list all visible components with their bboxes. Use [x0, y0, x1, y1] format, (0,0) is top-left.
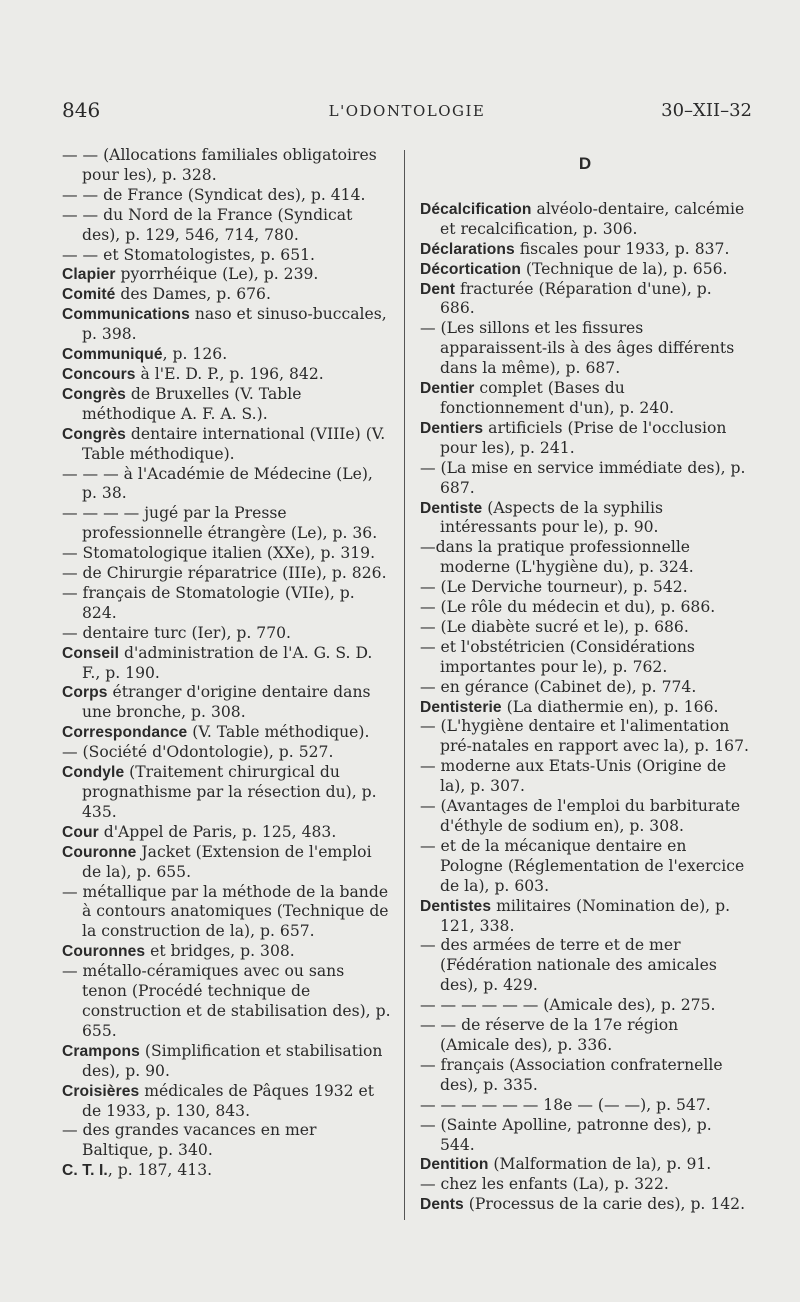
column-divider	[404, 150, 405, 1220]
entry-text: Jacket (Extension de l'emploi de la), p. 655.	[82, 842, 372, 881]
index-entry	[420, 936, 750, 996]
index-entry	[420, 1116, 750, 1156]
entry-heading: Dentiers	[420, 419, 484, 437]
index-entry	[62, 1082, 392, 1122]
index-entry	[420, 240, 750, 260]
index-entry	[62, 544, 392, 564]
entry-text: — français (Association confraternelle des), p. 335.	[420, 1055, 723, 1094]
entry-text: alvéolo-dentaire, calcémie et recalcification, p. 306.	[440, 199, 745, 238]
entry-text: (Simplification et stabilisation des), p. 90.	[82, 1041, 383, 1080]
entry-text: — (Le Derviche tourneur), p. 542.	[420, 578, 688, 597]
index-entry	[420, 419, 750, 459]
index-entry	[420, 837, 750, 897]
index-entry	[62, 644, 392, 684]
index-entry	[420, 1155, 750, 1175]
entry-text: — métallo-céramiques avec ou sans tenon (Procédé technique de construction et de stabilisation des), p. 655.	[62, 962, 391, 1040]
entry-text: — — — — jugé par la Presse professionnelle étrangère (Le), p. 36.	[62, 504, 378, 543]
entry-heading: Dentiste	[420, 499, 483, 517]
entry-heading: Décortication	[420, 260, 521, 278]
entry-text: — — (Allocations familiales obligatoires pour les), p. 328.	[62, 146, 377, 184]
entry-text: — (Société d'Odontologie), p. 527.	[62, 743, 334, 762]
entry-heading: Correspondance	[62, 724, 188, 742]
entry-text: (V. Table méthodique).	[187, 723, 370, 742]
index-entry	[62, 206, 392, 246]
entry-text: — Stomatologique italien (XXe), p. 319.	[62, 544, 376, 563]
index-entry	[62, 823, 392, 843]
entry-text: — français de Stomatologie (VIIe), p. 824.	[62, 583, 355, 622]
index-entry	[420, 1195, 750, 1215]
left-column	[62, 146, 392, 1181]
entry-text: fracturée (Réparation d'une), p. 686.	[440, 279, 712, 318]
index-entry	[62, 683, 392, 723]
index-entry	[62, 942, 392, 962]
index-entry	[420, 459, 750, 499]
entry-heading: Dentisterie	[420, 698, 502, 716]
index-entry	[420, 678, 750, 698]
entry-heading: Croisières	[62, 1082, 140, 1100]
entry-heading: Corps	[62, 684, 108, 702]
entry-text: — — de France (Syndicat des), p. 414.	[62, 185, 366, 204]
entry-text: — — — — — — (Amicale des), p. 275.	[420, 996, 716, 1015]
entry-heading: Clapier	[62, 266, 116, 284]
right-column	[420, 146, 750, 1215]
journal-title: L'ODONTOLOGIE	[328, 102, 486, 120]
entry-text: — (L'hygiène dentaire et l'alimentation pré-natales en rapport avec la), p. 167.	[420, 717, 749, 756]
index-entry	[420, 379, 750, 419]
entry-text: , p. 126.	[162, 345, 228, 364]
index-entry	[420, 757, 750, 797]
index-entry	[62, 883, 392, 943]
entry-text: — (La mise en service immédiate des), p. 687.	[420, 458, 746, 497]
entry-heading: Conseil	[62, 644, 120, 662]
entry-text: de Bruxelles (V. Table méthodique A. F. A. S.).	[82, 384, 302, 423]
index-entry	[420, 1016, 750, 1056]
index-entry	[62, 425, 392, 465]
entry-text: — (Sainte Apolline, patronne des), p. 544.	[420, 1115, 712, 1154]
index-entry	[420, 538, 750, 578]
index-entry	[420, 598, 750, 618]
entry-text: — de Chirurgie réparatrice (IIIe), p. 826.	[62, 564, 387, 583]
entry-heading: Concours	[62, 365, 136, 383]
entry-heading: Congrès	[62, 425, 126, 443]
entry-text: des Dames, p. 676.	[115, 285, 271, 304]
entry-text: complet (Bases du fonctionnement d'un), p. 240.	[440, 379, 675, 417]
entry-text: — — — — — — 18e — (— —), p. 547.	[420, 1095, 711, 1114]
entry-text: pyorrhéique (Le), p. 239.	[115, 265, 319, 284]
entry-text: militaires (Nomination de), p. 121, 338.	[440, 896, 731, 935]
entry-text: médicales de Pâques 1932 et de 1933, p. 130, 843.	[82, 1081, 375, 1120]
entry-heading: Dentistes	[420, 897, 492, 915]
entry-text: (Malformation de la), p. 91.	[488, 1155, 712, 1174]
entry-text: — chez les enfants (La), p. 322.	[420, 1175, 669, 1194]
index-entry	[62, 504, 392, 544]
index-entry	[420, 319, 750, 379]
entry-text: artificiels (Prise de l'occlusion pour les), p. 241.	[440, 418, 727, 457]
entry-text: — (Les sillons et les fissures apparaissent-ils à des âges différents dans la même), p. 687.	[420, 319, 735, 378]
index-entry	[420, 1056, 750, 1096]
issue-date: 30–XII–32	[661, 100, 752, 121]
index-entry	[62, 743, 392, 763]
index-entry	[420, 797, 750, 837]
entry-text: — (Le diabète sucré et le), p. 686.	[420, 617, 689, 636]
index-entry	[62, 365, 392, 385]
index-entry	[420, 280, 750, 320]
index-entry	[420, 996, 750, 1016]
entry-heading: Crampons	[62, 1042, 140, 1060]
index-entry	[420, 1175, 750, 1195]
index-entry	[62, 962, 392, 1042]
index-entry	[62, 1121, 392, 1161]
entry-text: — — de réserve de la 17e région (Amicale des), p. 336.	[420, 1016, 679, 1054]
entry-text: — des grandes vacances en mer Baltique, p. 340.	[62, 1121, 317, 1160]
index-entry	[62, 285, 392, 305]
entry-text: d'Appel de Paris, p. 125, 483.	[98, 822, 337, 841]
entry-text: (La diathermie en), p. 166.	[501, 697, 719, 716]
index-entry	[62, 1161, 392, 1181]
entry-heading: Dentition	[420, 1156, 489, 1174]
entry-text: fiscales pour 1933, p. 837.	[514, 239, 730, 258]
entry-heading: Cour	[62, 823, 99, 841]
entry-text: dentaire international (VIIIe) (V. Table méthodique).	[82, 424, 386, 463]
entry-text: (Traitement chirurgical du prognathisme par la résection du), p. 435.	[82, 763, 377, 821]
index-entry	[62, 465, 392, 505]
entry-text: — — et Stomatologistes, p. 651.	[62, 245, 316, 264]
index-entry	[62, 723, 392, 743]
index-entry	[62, 305, 392, 345]
entry-heading: Déclarations	[420, 240, 515, 258]
entry-text: — — — à l'Académie de Médecine (Le), p. 38.	[62, 464, 373, 503]
index-entry	[62, 385, 392, 425]
index-entry	[62, 843, 392, 883]
entry-text: , p. 187, 413.	[107, 1161, 213, 1180]
entry-text: à l'E. D. P., p. 196, 842.	[135, 364, 324, 383]
index-entry	[420, 698, 750, 718]
index-entry	[420, 578, 750, 598]
index-entry	[420, 618, 750, 638]
entry-text: — des armées de terre et de mer (Fédération nationale des amicales des), p. 429.	[420, 936, 717, 995]
entry-text: — en gérance (Cabinet de), p. 774.	[420, 677, 697, 696]
index-entry	[420, 1096, 750, 1116]
entry-heading: Dents	[420, 1196, 464, 1214]
index-entry	[62, 265, 392, 285]
entry-heading: Décalcification	[420, 200, 532, 218]
entry-text: — dentaire turc (Ier), p. 770.	[62, 623, 291, 642]
entry-text: (Technique de la), p. 656.	[520, 259, 728, 278]
entry-text: — — du Nord de la France (Syndicat des), p. 129, 546, 714, 780.	[62, 205, 353, 244]
entry-text: —dans la pratique professionnelle moderne (L'hygiène du), p. 324.	[420, 538, 694, 577]
index-entry	[420, 260, 750, 280]
index-entry	[62, 246, 392, 266]
index-entry	[62, 564, 392, 584]
entry-text: — et l'obstétricien (Considérations importantes pour le), p. 762.	[420, 637, 695, 676]
entry-text: — moderne aux Etats-Unis (Origine de la), p. 307.	[420, 757, 727, 796]
entry-text: d'administration de l'A. G. S. D. F., p. 190.	[82, 643, 373, 682]
entry-heading: Condyle	[62, 764, 125, 782]
index-entry	[62, 1042, 392, 1082]
entry-text: — (Le rôle du médecin et du), p. 686.	[420, 598, 716, 617]
running-header	[62, 98, 752, 128]
entry-text: — (Avantages de l'emploi du barbiturate d'éthyle de sodium en), p. 308.	[420, 797, 741, 835]
entry-text: étranger d'origine dentaire dans une bronche, p. 308.	[82, 683, 371, 722]
entry-heading: Communiqué	[62, 346, 163, 364]
entry-heading: Couronne	[62, 843, 137, 861]
index-entry	[62, 146, 392, 186]
entry-heading: Congrès	[62, 385, 126, 403]
entry-heading: Comité	[62, 286, 116, 304]
entry-text: — métallique par la méthode de la bande à contours anatomiques (Technique de la construction de la), p. 657.	[62, 882, 389, 941]
index-entry	[62, 186, 392, 206]
entry-text: — et de la mécanique dentaire en Pologne (Réglementation de l'exercice de la), p. 603.	[420, 836, 745, 895]
entry-heading: Couronnes	[62, 943, 146, 961]
entry-text: (Processus de la carie des), p. 142.	[463, 1195, 746, 1214]
entry-heading: Dent	[420, 280, 456, 298]
section-letter: D	[578, 154, 592, 173]
index-entry	[420, 499, 750, 539]
index-entry	[420, 897, 750, 937]
index-entry	[62, 624, 392, 644]
index-entry	[62, 584, 392, 624]
index-entry	[420, 638, 750, 678]
entry-text: (Aspects de la syphilis intéressants pour le), p. 90.	[440, 498, 664, 537]
entry-heading: C. T. I.	[62, 1162, 108, 1180]
entry-heading: Communications	[62, 306, 190, 324]
entry-heading: Dentier	[420, 380, 475, 398]
index-entry	[420, 200, 750, 240]
index-entry	[62, 763, 392, 823]
page-number: 846	[62, 98, 101, 122]
entry-text: et bridges, p. 308.	[145, 942, 295, 961]
entry-text: naso et sinuso-buccales, p. 398.	[82, 305, 387, 344]
index-entry	[420, 717, 750, 757]
index-entry	[62, 345, 392, 365]
